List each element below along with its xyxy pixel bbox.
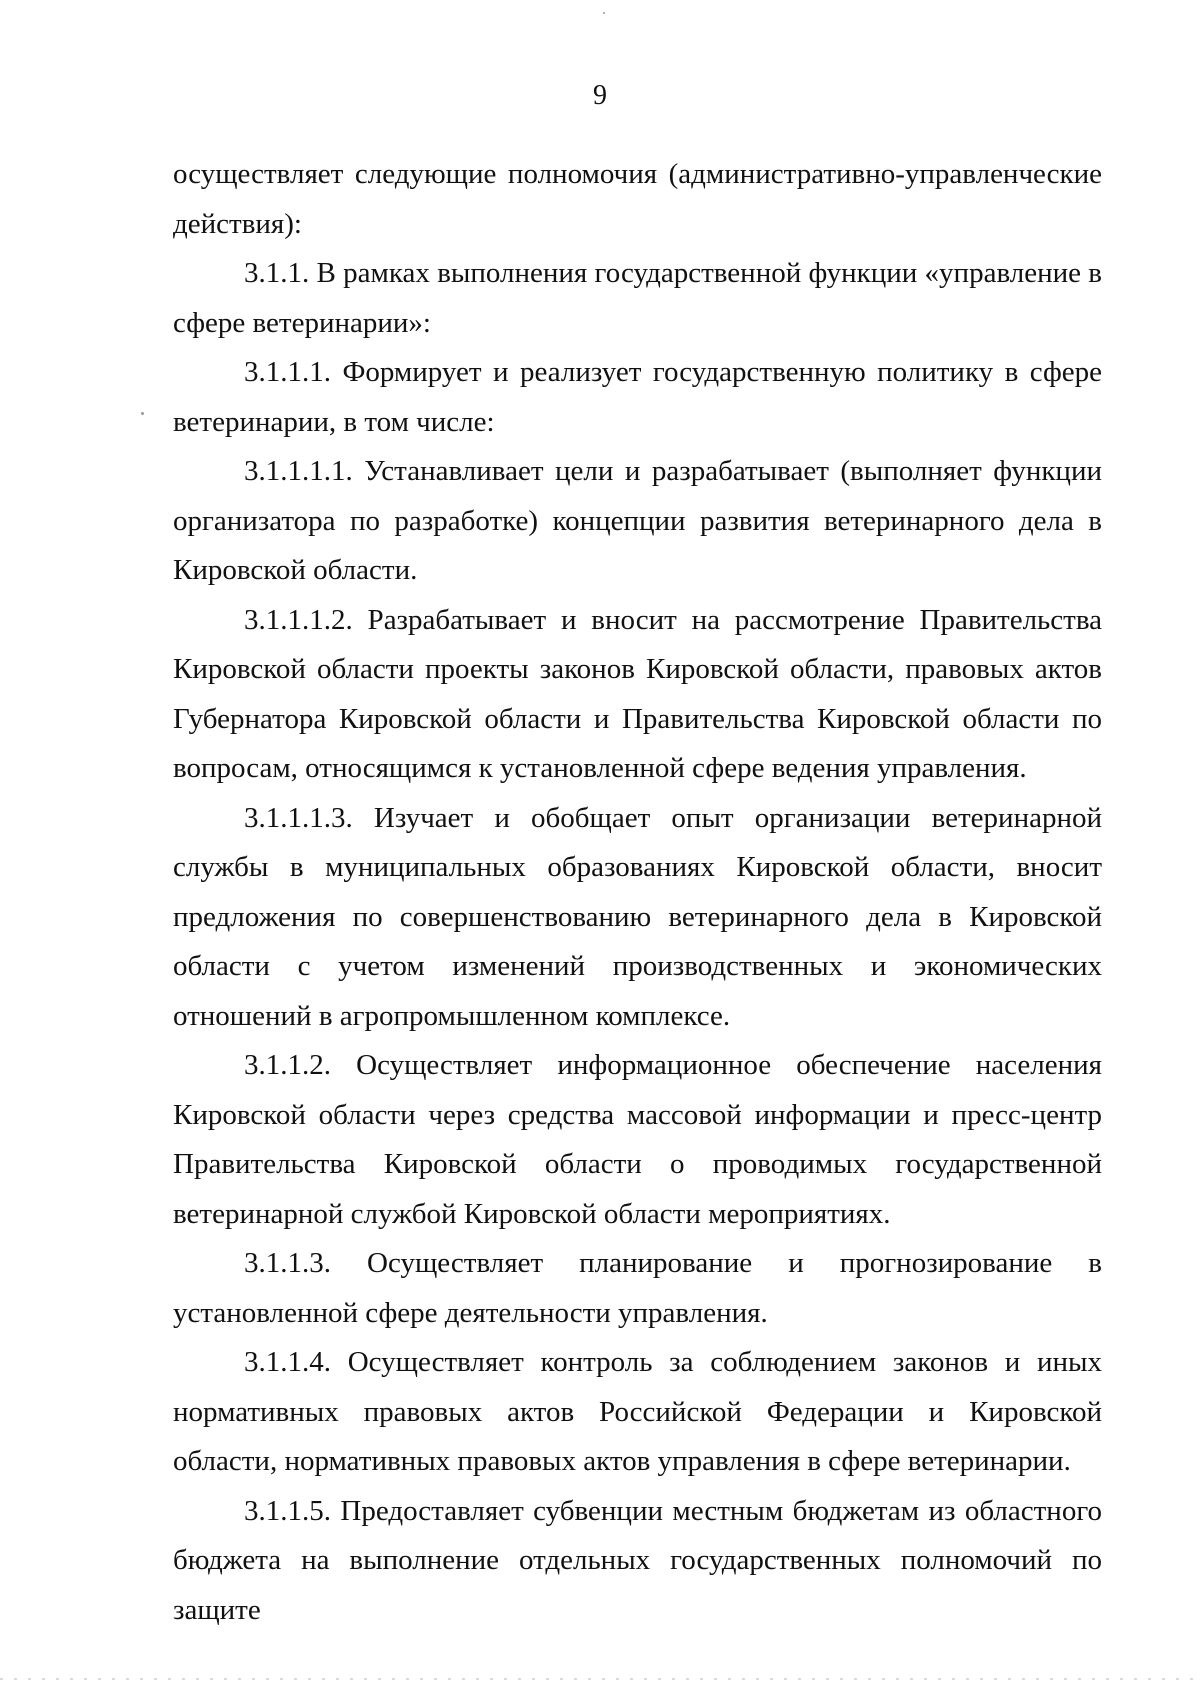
paragraph-3-1-1-3: 3.1.1.3. Осуществляет планирование и прогнозирование в установленной сфере деятельности управления. [173,1247,1102,1329]
scan-speck [141,412,144,415]
paragraph-intro: осуществляет следующие полномочия (административно-управленческие действия): [173,158,1102,240]
paragraph-3-1-1-4: 3.1.1.4. Осуществляет контроль за соблюдением законов и иных нормативных правовых актов Российской Федерации и Кировской области, нормативных правовых актов управления в сфере ветеринарии. [173,1346,1102,1477]
page-number: 9 [593,80,607,111]
paragraph-3-1-1-1-1: 3.1.1.1.1. Устанавливает цели и разрабатывает (выполняет функции организатора по разработке) концепции развития ветеринарного дела в Кировской области. [173,455,1102,586]
paragraph-3-1-1: 3.1.1. В рамках выполнения государственной функции «управление в сфере ветеринарии»: [173,257,1102,339]
paragraph-3-1-1-5: 3.1.1.5. Предоставляет субвенции местным бюджетам из областного бюджета на выполнение отдельных государственных полномочий по защите [173,1494,1102,1626]
scan-edge-noise [0,1678,1200,1680]
paragraph-3-1-1-1: 3.1.1.1. Формирует и реализует государственную политику в сфере ветеринарии, в том числе: [173,356,1102,438]
scan-speck [603,12,605,14]
paragraph-3-1-1-2: 3.1.1.2. Осуществляет информационное обеспечение населения Кировской области через средства массовой информации и пресс-центр Правительства Кировской области о проводимых государственной ветеринарной службой Кировской области мероприятиях. [173,1049,1102,1230]
paragraph-3-1-1-1-2: 3.1.1.1.2. Разрабатывает и вносит на рассмотрение Правительства Кировской области проекты законов Кировской области, правовых актов Губернатора Кировской области и Правительства Кировской области по вопросам, относящимся к установленной сфере ведения управления. [173,603,1102,784]
paragraph-3-1-1-1-3: 3.1.1.1.3. Изучает и обобщает опыт организации ветеринарной службы в муниципальных образованиях Кировской области, вносит предложения по совершенствованию ветеринарного дела в Кировской области с учетом изменений производственных и экономических отношений в агропромышленном комплексе. [173,801,1102,1032]
document-body [173,150,1102,1635]
